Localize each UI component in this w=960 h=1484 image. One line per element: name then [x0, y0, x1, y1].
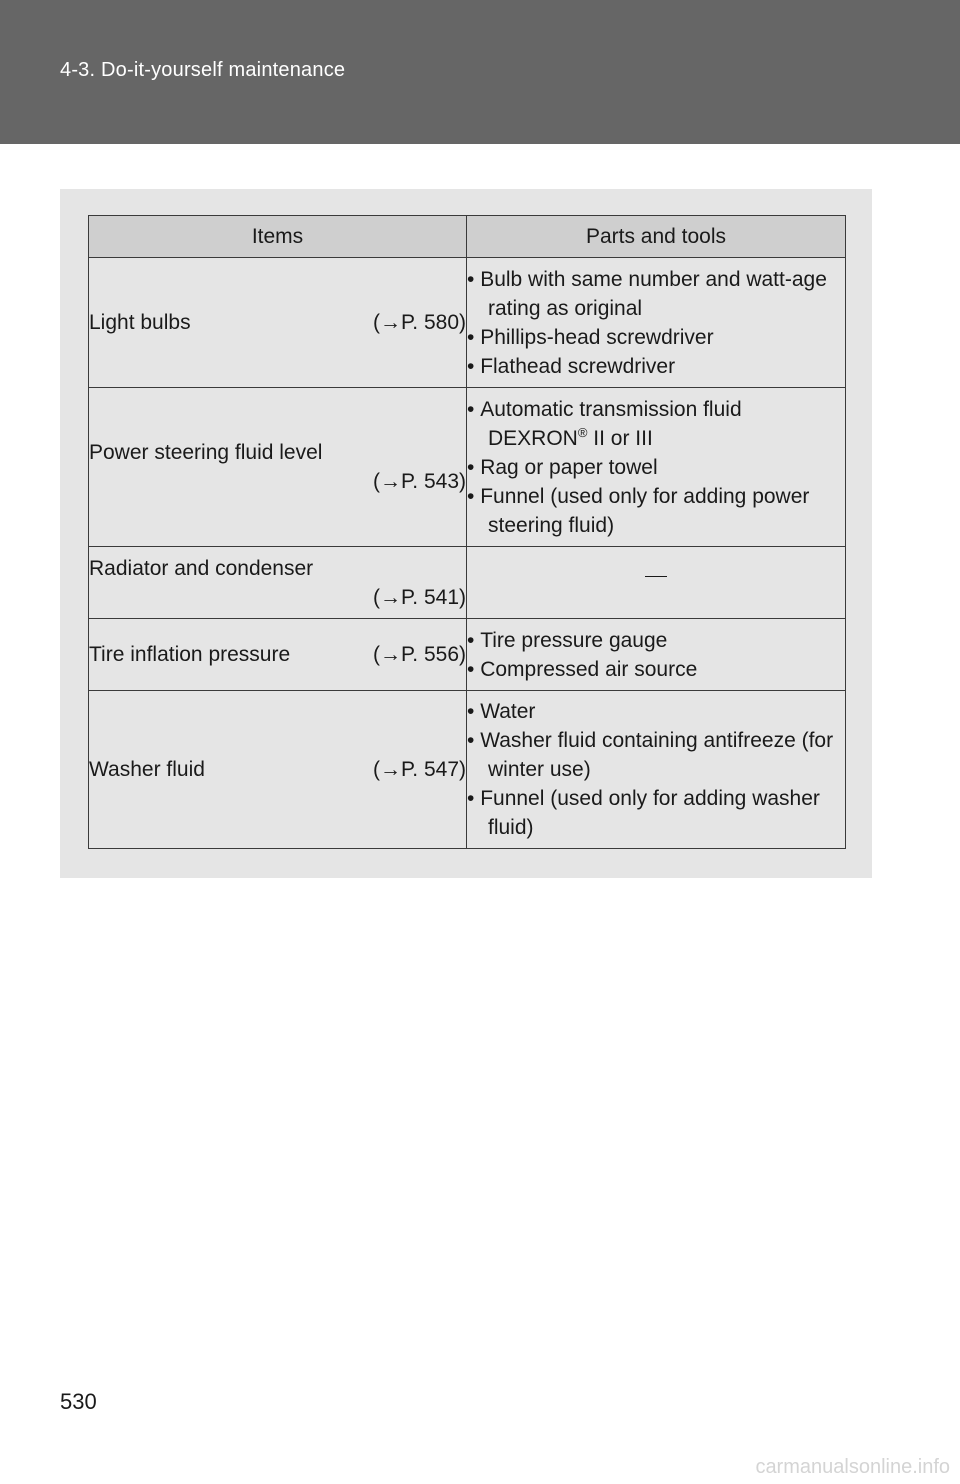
page-reference: (→P. 547): [373, 758, 466, 781]
page-number: 530: [60, 1389, 97, 1414]
watermark: carmanualsonline.info: [755, 1456, 950, 1478]
item-label: Power steering fluid level: [89, 441, 323, 464]
item-label: Light bulbs: [89, 311, 191, 334]
table-row: [89, 258, 846, 388]
section-header-bar: [0, 0, 960, 144]
tool-item: • Compressed air source: [467, 655, 845, 684]
tool-item: • Phillips-head screwdriver: [467, 323, 845, 352]
tool-item-suffix: II or III: [593, 426, 653, 450]
tool-item: • Water: [467, 697, 845, 726]
tools-cell: [467, 388, 846, 547]
page-reference: (→P. 543): [373, 470, 466, 493]
tool-item: • Flathead screwdriver: [467, 352, 845, 381]
section-title: 4-3. Do-it-yourself maintenance: [60, 59, 346, 81]
tool-item: • Funnel (used only for adding washer fluid): [467, 784, 845, 842]
tools-cell: [467, 258, 846, 388]
tool-item: [467, 395, 845, 453]
tools-cell: [467, 691, 846, 849]
table-row: [89, 619, 846, 691]
tools-cell: [467, 619, 846, 691]
table-header-row: [89, 216, 846, 258]
item-cell: [89, 388, 467, 547]
parts-table: [88, 215, 846, 849]
page-reference: (→P. 556): [373, 643, 466, 666]
item-label: Washer fluid: [89, 758, 205, 781]
item-label: Tire inflation pressure: [89, 643, 291, 666]
tools-cell-empty: [467, 547, 846, 619]
column-header-items: Items: [89, 216, 467, 258]
em-dash: [645, 576, 667, 577]
tool-item: • Funnel (used only for adding power steering fluid): [467, 482, 845, 540]
item-label: Radiator and condenser: [89, 556, 314, 580]
page-reference: (→P. 580): [373, 311, 466, 334]
tool-item: • Tire pressure gauge: [467, 626, 845, 655]
tool-item-text: Automatic transmission fluid DEXRON: [480, 397, 742, 450]
item-cell: [89, 691, 467, 849]
item-cell: [89, 547, 467, 619]
registered-mark: ®: [577, 424, 588, 440]
tool-item: • Rag or paper towel: [467, 453, 845, 482]
page-reference: (→P. 541): [373, 585, 466, 609]
table-row: [89, 691, 846, 849]
table-row: [89, 547, 846, 619]
item-cell: [89, 619, 467, 691]
tool-item: • Bulb with same number and watt-age rating as original: [467, 265, 845, 323]
item-cell: [89, 258, 467, 388]
table-row: [89, 388, 846, 547]
tool-item: • Washer fluid containing antifreeze (for winter use): [467, 726, 845, 784]
column-header-parts: Parts and tools: [467, 216, 846, 258]
